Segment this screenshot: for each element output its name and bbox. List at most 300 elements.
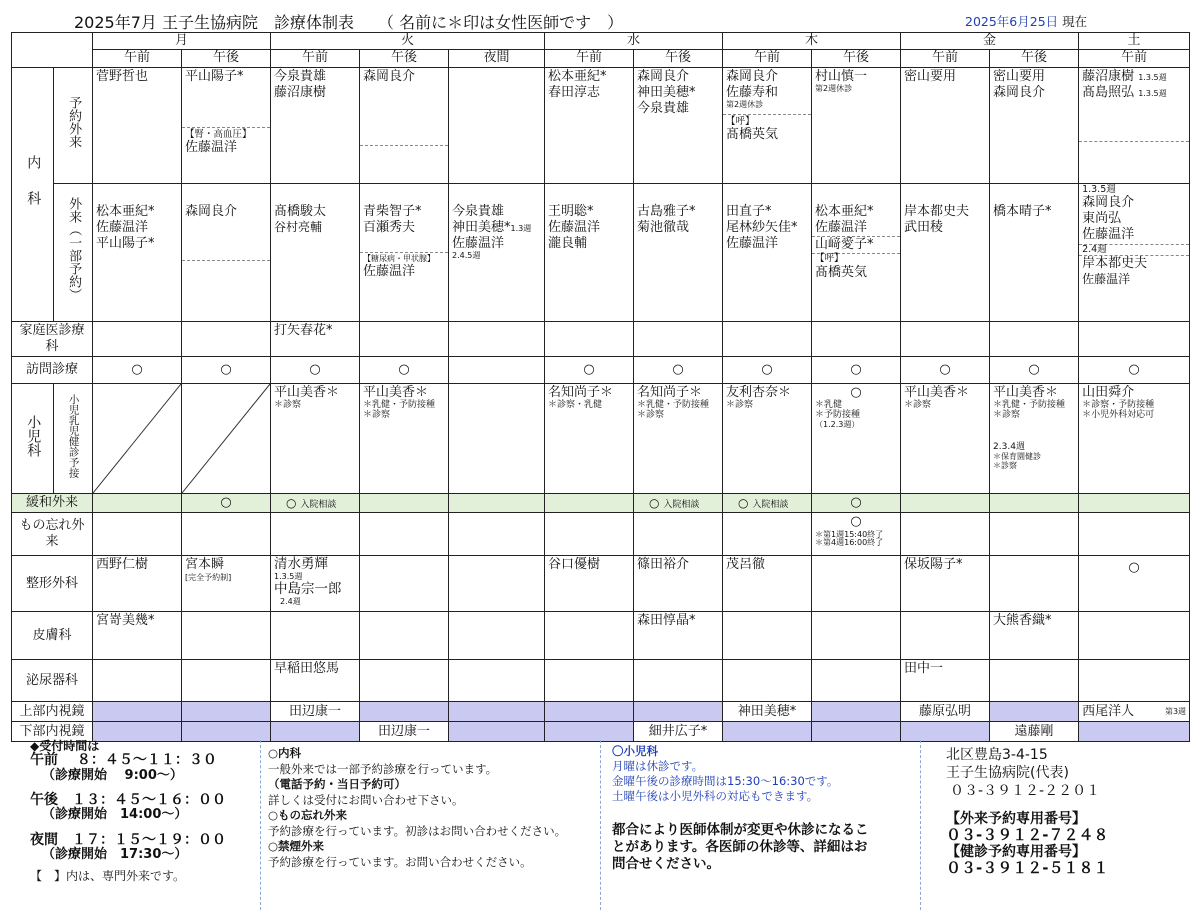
checkup-phone: ０３-３９１２-５１８１ xyxy=(946,859,1109,877)
doctor: 篠田裕介 xyxy=(637,557,690,573)
note: （1.2.3週） xyxy=(815,420,860,430)
houmon-mon-pm: ○ xyxy=(182,357,271,384)
doctor: 藤沼康樹 xyxy=(1082,68,1135,84)
yoyaku-wed-pm xyxy=(634,67,723,183)
note: [完全予約制] xyxy=(185,572,232,582)
doctor: 春田淳志 xyxy=(548,84,601,100)
kabu-cell xyxy=(812,722,901,742)
night-start: （診療開始 17:30～） xyxy=(42,846,188,862)
day-mon: 月 xyxy=(93,33,271,50)
houmon-tue-pm: ○ xyxy=(360,357,449,384)
kanwa-mon-pm: ○ xyxy=(182,494,271,513)
available-mark: ○ xyxy=(286,495,297,510)
row-kabu: 下部内視鏡 xyxy=(12,722,93,742)
kanwa-cell xyxy=(93,494,182,513)
hifu-cell xyxy=(182,612,271,660)
doctor: 百瀬秀夫 xyxy=(363,219,416,235)
doctor: 松本亜紀* xyxy=(548,68,607,84)
kanwa-thu-am xyxy=(723,494,812,513)
session-pm: 午後 xyxy=(634,50,723,67)
mono-cell xyxy=(990,513,1079,556)
call-label: 【呼】 xyxy=(726,115,755,127)
session-pm: 午後 xyxy=(990,50,1079,67)
kanwa-cell xyxy=(360,494,449,513)
shoni-thu-pm xyxy=(812,384,901,494)
doctor: 橋本晴子* xyxy=(993,203,1052,219)
kanwa-cell xyxy=(1079,494,1190,513)
gairai-mon-am xyxy=(93,183,182,321)
session-pm: 午後 xyxy=(182,50,271,67)
kanwa-cell xyxy=(901,494,990,513)
seikei-fri-am xyxy=(901,556,990,612)
note: 入院相談 xyxy=(300,499,337,510)
divider xyxy=(920,740,921,910)
session-night: 夜間 xyxy=(449,50,545,67)
yoyaku-tue-night xyxy=(449,67,545,183)
seikei-mon-am xyxy=(93,556,182,612)
doctor: 王明聡* xyxy=(548,203,594,219)
closed-slash xyxy=(182,384,270,493)
seikei-cell xyxy=(360,556,449,612)
note: 1.3.5週 xyxy=(1138,72,1167,82)
doctor: 平山美香＊ xyxy=(363,385,429,400)
doctor: 髙島照弘 xyxy=(1082,84,1135,100)
hinyo-cell xyxy=(723,660,812,702)
note: ＊診察 xyxy=(904,400,932,411)
footer-notice xyxy=(612,822,869,873)
joubu-cell xyxy=(93,702,182,722)
row-shoni xyxy=(12,384,54,494)
doctor: 宮嵜美幾* xyxy=(96,613,155,629)
footer-hours xyxy=(30,740,226,884)
corner-cell xyxy=(12,33,93,68)
day-fri: 金 xyxy=(901,33,1079,50)
gairai-fri-am xyxy=(901,183,990,321)
shoni-tue-night xyxy=(449,384,545,494)
doctor: 田直子* xyxy=(726,203,772,219)
reservation-phone: ０３-３９１２-７２４８ xyxy=(946,825,1109,844)
houmon-mon-am: ○ xyxy=(93,357,182,384)
hinyo-cell xyxy=(449,660,545,702)
shoni-fri-am xyxy=(901,384,990,494)
session-am: 午前 xyxy=(1079,50,1190,67)
note: ＊診察 xyxy=(726,400,754,411)
kanwa-wed-pm xyxy=(634,494,723,513)
yoyaku-thu-pm xyxy=(812,67,901,183)
note: 第2週休診 xyxy=(726,100,764,109)
row-hinyo: 泌尿器科 xyxy=(12,660,93,702)
seikei-cell xyxy=(812,556,901,612)
row-yoyaku xyxy=(54,67,93,183)
doctor: 青柴智子* xyxy=(363,203,422,219)
yoyaku-mon-pm xyxy=(182,67,271,183)
doctor: 保坂陽子* xyxy=(904,557,963,573)
doctor: 森岡良介 xyxy=(185,203,238,219)
katei-cell xyxy=(1079,321,1190,357)
doctor: 打矢春花* xyxy=(274,322,333,338)
houmon-fri-am: ○ xyxy=(901,357,990,384)
gairai-thu-am xyxy=(723,183,812,321)
am-time: ８：４５～１１：３０ xyxy=(76,752,217,769)
yoyaku-sat xyxy=(1079,67,1190,183)
yoyaku-mon-am xyxy=(93,67,182,183)
doctor: 東尚弘 xyxy=(1082,211,1122,227)
shoni-tue-am xyxy=(271,384,360,494)
kanwa-tue-am xyxy=(271,494,360,513)
note: 2.4.5週 xyxy=(452,251,481,261)
doctor: 平山陽子* xyxy=(96,236,155,251)
doctor: 茂呂徹 xyxy=(726,557,766,573)
hinyo-cell xyxy=(93,660,182,702)
day-tue: 火 xyxy=(271,33,545,50)
shoni-wed-am xyxy=(545,384,634,494)
shoni-wed-pm xyxy=(634,384,723,494)
naika-label: 内科 xyxy=(25,155,42,228)
available-mark: ○ xyxy=(649,495,660,510)
mono-cell xyxy=(723,513,812,556)
hifu-cell xyxy=(1079,612,1190,660)
mono-cell xyxy=(271,513,360,556)
doctor: 大熊香織* xyxy=(993,613,1052,629)
note: ＊小児外科対応可 xyxy=(1082,410,1155,421)
doctor: 髙橋英気 xyxy=(726,127,779,143)
shoni-fri-pm xyxy=(990,384,1079,494)
hifu-cell xyxy=(360,612,449,660)
doctor: 武田稜 xyxy=(904,219,944,235)
doctor: 西野仁樹 xyxy=(96,557,149,573)
notice-line: 都合により医師体制が変更や休診になるこ xyxy=(612,822,869,838)
doctor: 佐藤温洋 xyxy=(726,236,779,251)
hinyo-cell xyxy=(182,660,271,702)
yoyaku-wed-am xyxy=(545,67,634,183)
doctor: 佐藤温洋 xyxy=(1082,272,1131,287)
yoyaku-thu-am xyxy=(723,67,812,183)
row-kanwa: 緩和外来 xyxy=(12,494,93,513)
doctor: 森田惇晶* xyxy=(637,613,696,629)
naika-note: 詳しくは受付にお問い合わせ下さい。 xyxy=(268,792,464,807)
mono-cell xyxy=(360,513,449,556)
katei-cell xyxy=(449,321,545,357)
joubu-cell xyxy=(634,702,723,722)
note: 第2週休診 xyxy=(815,83,853,93)
seikei-wed-pm xyxy=(634,556,723,612)
row-seikei: 整形外科 xyxy=(12,556,93,612)
mono-cell xyxy=(449,513,545,556)
doctor: 森岡良介 xyxy=(1082,194,1135,210)
note: 2.4週 xyxy=(1082,243,1107,255)
seikei-tue-am xyxy=(271,556,360,612)
shoni-label: 小児科 xyxy=(25,414,42,457)
doctor: 今泉貴雄 xyxy=(637,101,690,116)
kabu-cell xyxy=(1079,722,1190,742)
doctor: 早稲田悠馬 xyxy=(274,661,340,677)
hours-heading: ◆受付時間は xyxy=(30,739,100,753)
doctor: 佐藤温洋 xyxy=(452,236,505,251)
gairai-tue-night xyxy=(449,183,545,321)
gairai-wed-am xyxy=(545,183,634,321)
note: ＊予防接種 xyxy=(815,410,861,421)
kabu-fri-pm: 遠藤剛 xyxy=(990,722,1079,742)
doctor: 森岡良介 xyxy=(726,68,779,84)
joubu-cell xyxy=(990,702,1079,722)
hifu-mon-am xyxy=(93,612,182,660)
houmon-tue-am: ○ xyxy=(271,357,360,384)
footer-notes xyxy=(268,746,566,870)
doctor: 松本亜紀* xyxy=(96,203,155,219)
am-label: 午前 xyxy=(30,752,58,769)
katei-cell xyxy=(360,321,449,357)
kabu-cell xyxy=(901,722,990,742)
mono-note: 予約診療を行っています。初診はお問い合わせください。 xyxy=(268,823,567,838)
gairai-fri-pm xyxy=(990,183,1079,321)
address: 北区豊島3-4-15 xyxy=(946,747,1048,763)
hifu-cell xyxy=(545,612,634,660)
mono-cell xyxy=(93,513,182,556)
kabu-cell xyxy=(545,722,634,742)
yoyaku-label: 予約外来 xyxy=(66,96,82,149)
note: 第3週 xyxy=(1164,706,1187,716)
shoni-note: 月曜は休診です。 xyxy=(612,758,704,773)
joubu-sat xyxy=(1079,702,1190,722)
katei-cell xyxy=(545,321,634,357)
doctor: 西尾洋人 xyxy=(1082,703,1135,719)
doctor: 松本亜紀* xyxy=(815,203,874,219)
houmon-thu-pm: ○ xyxy=(812,357,901,384)
seikei-sat: ○ xyxy=(1079,556,1190,612)
row-naika xyxy=(12,67,54,321)
doctor: 森岡良介 xyxy=(993,84,1046,100)
yoyaku-fri-pm xyxy=(990,67,1079,183)
seikei-cell xyxy=(990,556,1079,612)
mono-cell xyxy=(545,513,634,556)
session-am: 午前 xyxy=(271,50,360,67)
gairai-label: 外来（一部予約） xyxy=(66,197,82,302)
shoni-sat xyxy=(1079,384,1190,494)
seikei-cell xyxy=(449,556,545,612)
shoni-mon-pm-closed xyxy=(182,384,271,494)
note: 2.4週 xyxy=(280,596,301,606)
gairai-thu-pm xyxy=(812,183,901,321)
houmon-sat: ○ xyxy=(1079,357,1190,384)
doctor: 佐藤温洋 xyxy=(548,219,601,235)
footer-pediatrics xyxy=(612,744,838,804)
hifu-cell xyxy=(271,612,360,660)
shoni-mon-am-closed xyxy=(93,384,182,494)
joubu-fri-am: 藤原弘明 xyxy=(901,702,990,722)
kabu-cell xyxy=(93,722,182,742)
night-label: 夜間 xyxy=(30,831,58,848)
hinyo-cell xyxy=(545,660,634,702)
doctor: 佐藤温洋 xyxy=(185,140,238,156)
specialty-label: 【腎・高血圧】 xyxy=(185,128,252,140)
note: 2.3.4週 xyxy=(993,442,1025,453)
night-time: １７：１５～１９：００ xyxy=(72,831,226,848)
row-shoni-sub xyxy=(54,384,93,494)
shoni-sub-label: 小児乳児健診予接 xyxy=(67,393,80,478)
row-monowasure: もの忘れ外来 xyxy=(12,513,93,556)
specialty-label: 【糖尿病・甲状腺】 xyxy=(363,254,436,263)
session-pm: 午後 xyxy=(812,50,901,67)
row-houmon: 訪問診療 xyxy=(12,357,93,384)
hifu-wed-pm xyxy=(634,612,723,660)
note: ＊第1週15:40終了 xyxy=(815,529,884,539)
joubu-cell xyxy=(360,702,449,722)
joubu-cell xyxy=(182,702,271,722)
note: ＊保育園健診 xyxy=(993,451,1042,461)
joubu-cell xyxy=(545,702,634,722)
divider xyxy=(260,740,261,910)
doctor: 名知尚子＊ xyxy=(548,385,614,400)
note: 1.3.5週 xyxy=(1082,183,1116,195)
hifu-fri-pm xyxy=(990,612,1079,660)
hinyo-cell xyxy=(360,660,449,702)
hinyo-tue-am xyxy=(271,660,360,702)
doctor: 神田美穂* xyxy=(637,84,696,100)
yoyaku-fri-am xyxy=(901,67,990,183)
houmon-wed-am: ○ xyxy=(545,357,634,384)
day-thu: 木 xyxy=(723,33,901,50)
joubu-cell xyxy=(812,702,901,722)
note: 1.3週 xyxy=(510,223,532,233)
mono-cell xyxy=(901,513,990,556)
doctor: 友利杏奈＊ xyxy=(726,385,792,400)
doctor: 名知尚子＊ xyxy=(637,385,703,400)
hospital-name: 王子生協病院(代表) xyxy=(946,765,1069,782)
doctor: 佐藤温洋 xyxy=(815,219,868,235)
doctor: 髙橋駿太 xyxy=(274,203,327,219)
note: ＊乳健 xyxy=(815,400,843,411)
doctor: 山田舜介 xyxy=(1082,385,1135,400)
kanwa-cell xyxy=(545,494,634,513)
katei-tue-am xyxy=(271,321,360,357)
doctor: 髙橋英気 xyxy=(815,264,868,280)
day-wed: 水 xyxy=(545,33,723,50)
kinen-heading: ○禁煙外来 xyxy=(268,839,325,854)
hinyo-fri-am xyxy=(901,660,990,702)
doctor: 村山慎一 xyxy=(815,68,868,84)
date-suffix: 現在 xyxy=(1058,14,1088,29)
row-gairai xyxy=(54,183,93,321)
hinyo-cell xyxy=(812,660,901,702)
doctor: 岸本都史夫 xyxy=(904,203,970,219)
doctor: 菅野哲也 xyxy=(96,68,149,84)
houmon-tue-night xyxy=(449,357,545,384)
doctor: 平山陽子* xyxy=(185,68,244,84)
joubu-cell xyxy=(449,702,545,722)
doctor: 瀧良輔 xyxy=(548,236,588,251)
yoyaku-tue-am xyxy=(271,67,360,183)
naika-note: 一般外来では一部予約診療を行っています。 xyxy=(268,761,498,776)
notice-line: 問合せください。 xyxy=(612,855,720,872)
doctor: 佐藤寿和 xyxy=(726,84,779,100)
hifu-cell xyxy=(812,612,901,660)
gairai-tue-pm xyxy=(360,183,449,321)
kabu-tue-pm: 田辺康一 xyxy=(360,722,449,742)
seikei-thu-am xyxy=(723,556,812,612)
call-label: 【呼】 xyxy=(815,253,844,265)
seikei-wed-am xyxy=(545,556,634,612)
row-katei: 家庭医診療科 xyxy=(12,321,93,357)
note: ＊診察 xyxy=(637,410,665,421)
note: ＊診察 xyxy=(274,400,302,411)
doctor: 古島雅子* xyxy=(637,203,696,219)
kanwa-cell xyxy=(990,494,1079,513)
hifu-cell xyxy=(723,612,812,660)
katei-mon-pm xyxy=(182,321,271,357)
note: ＊乳健・予防接種 xyxy=(993,400,1066,411)
shoni-heading: 〇小児科 xyxy=(612,744,658,758)
pm-time: １３：４５～１６：００ xyxy=(72,791,226,808)
hinyo-cell xyxy=(990,660,1079,702)
pm-label: 午後 xyxy=(30,791,58,808)
doctor: 尾林紗矢佳* xyxy=(726,219,798,235)
am-start: （診療開始 9:00～） xyxy=(42,767,183,783)
gairai-mon-pm xyxy=(182,183,271,321)
doctor: 平山美香＊ xyxy=(904,385,970,400)
doctor: 清水勇輝 xyxy=(274,556,329,573)
houmon-wed-pm: ○ xyxy=(634,357,723,384)
note: ＊診察 xyxy=(993,410,1021,421)
pm-start: （診療開始 14:00～） xyxy=(42,807,188,823)
available-mark: ○ xyxy=(738,495,749,510)
doctor: 平山美香＊ xyxy=(993,385,1059,400)
doctor: 藤沼康樹 xyxy=(274,84,327,100)
main-phone: ０３-３９１２-２２０１ xyxy=(950,783,1101,800)
as-of-date xyxy=(965,12,1087,30)
notice-line: とがあります。各医師の休診等、詳細はお xyxy=(612,838,868,855)
note: ＊診察 xyxy=(363,410,391,421)
doctor: 中島宗一郎 xyxy=(274,580,342,597)
katei-cell xyxy=(990,321,1079,357)
shoni-note: 土曜午後は小児外科の対応もできます。 xyxy=(612,788,819,803)
naika-heading: ○内科 xyxy=(268,746,302,760)
houmon-thu-am: ○ xyxy=(723,357,812,384)
gairai-tue-am xyxy=(271,183,360,321)
shoni-tue-pm xyxy=(360,384,449,494)
note: ＊診察 xyxy=(993,460,1018,470)
kanwa-thu-pm: ○ xyxy=(812,494,901,513)
houmon-fri-pm: ○ xyxy=(990,357,1079,384)
doctor: 宮本瞬 xyxy=(185,557,225,573)
shoni-note: 金曜午後の診療時間は15:30～16:30です。 xyxy=(612,773,839,788)
kabu-cell xyxy=(271,722,360,742)
row-hifu: 皮膚科 xyxy=(12,612,93,660)
session-am: 午前 xyxy=(723,50,812,67)
mono-cell xyxy=(182,513,271,556)
katei-cell xyxy=(812,321,901,357)
kabu-cell xyxy=(449,722,545,742)
kabu-cell xyxy=(723,722,812,742)
hinyo-cell xyxy=(634,660,723,702)
doctor: 森岡良介 xyxy=(363,68,416,84)
doctor: 佐藤温洋 xyxy=(1082,227,1135,243)
bracket-note: 【 】内は、専門外来です。 xyxy=(30,869,186,884)
doctor: 岸本都史夫 xyxy=(1082,256,1148,272)
joubu-tue-am: 田辺康一 xyxy=(271,702,360,722)
note: ＊診察・予防接種 xyxy=(1082,400,1155,411)
gairai-wed-pm xyxy=(634,183,723,321)
checkup-heading: 【健診予約専用番号】 xyxy=(946,843,1086,860)
kinen-note: 予約診療を行っています。お問い合わせください。 xyxy=(268,854,532,869)
katei-cell xyxy=(634,321,723,357)
note: 入院相談 xyxy=(752,499,789,510)
available-mark: ○ xyxy=(850,385,862,400)
naika-note: （電話予約・当日予約可） xyxy=(268,777,406,792)
closed-slash xyxy=(93,384,181,493)
shoni-thu-am xyxy=(723,384,812,494)
katei-cell xyxy=(901,321,990,357)
session-pm: 午後 xyxy=(360,50,449,67)
